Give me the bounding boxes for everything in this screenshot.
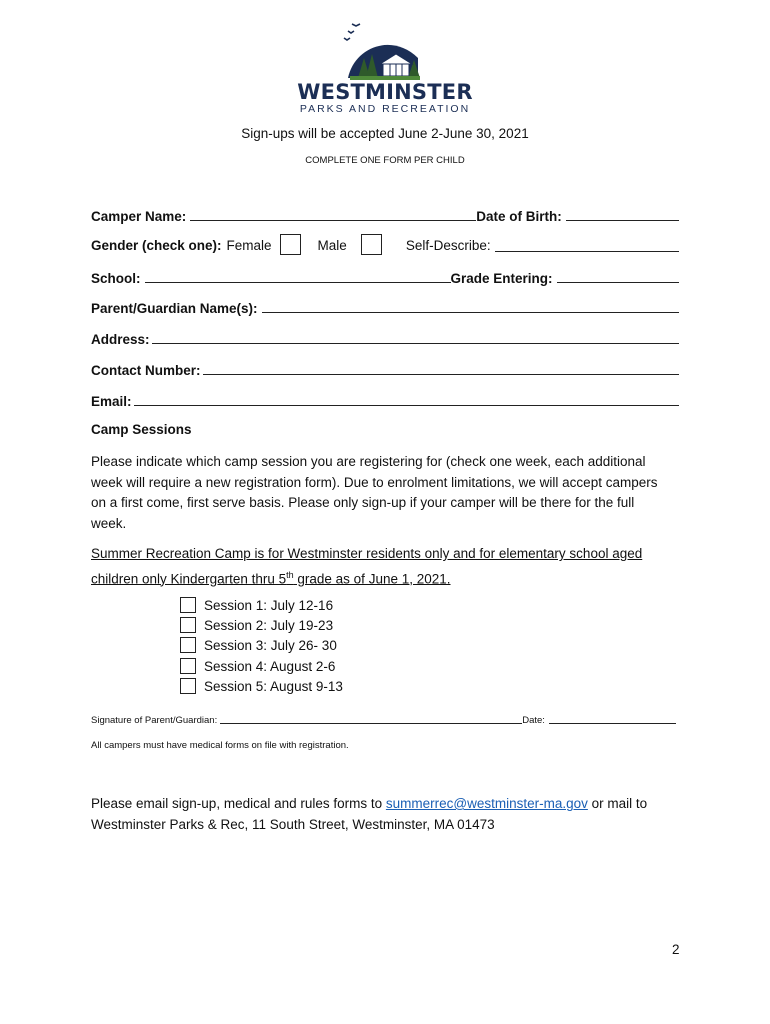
parent-row [91, 298, 679, 316]
session-label: Session 4: August 2-6 [204, 658, 336, 674]
page-number: 2 [672, 942, 680, 957]
one-form-instruction: COMPLETE ONE FORM PER CHILD [305, 155, 465, 166]
session-checkbox[interactable] [180, 678, 196, 694]
contact-number-field[interactable] [203, 373, 679, 375]
session-checkbox[interactable] [180, 637, 196, 653]
address-row [91, 329, 679, 347]
gender-row [91, 233, 679, 255]
session-label: Session 5: August 9-13 [204, 678, 343, 694]
residency-note [91, 544, 676, 590]
session-option-4[interactable] [180, 656, 335, 676]
logo-brand-name: WESTMINSTER [297, 80, 473, 104]
session-option-3[interactable] [180, 635, 337, 655]
date-of-birth-field[interactable] [566, 219, 679, 221]
camper-name-label: Camper Name: [91, 209, 187, 224]
male-checkbox[interactable] [361, 234, 382, 255]
session-option-5[interactable] [180, 676, 343, 696]
residency-line: Summer Recreation Camp is for Westminster residents only and for elementary school aged [91, 546, 643, 561]
signature-field[interactable] [220, 722, 522, 724]
session-checkbox[interactable] [180, 658, 196, 674]
school-field[interactable] [145, 281, 451, 283]
date-of-birth-label: Date of Birth: [476, 209, 562, 224]
signature-date-label: Date: [522, 715, 545, 726]
parent-guardian-label: Parent/Guardian Name(s): [91, 301, 258, 316]
school-label: School: [91, 271, 141, 286]
contact-line-1: Please email sign-up, medical and rules forms to summerrec@westminster-ma.gov or mail to [91, 796, 648, 811]
contact-number-label: Contact Number: [91, 363, 201, 378]
email-label: Email: [91, 394, 132, 409]
grade-entering-field[interactable] [557, 281, 679, 283]
self-describe-field[interactable] [495, 250, 679, 252]
residency-line: children only Kindergarten thru 5th grade as of June 1, 2021. [91, 569, 451, 586]
signature-label: Signature of Parent/Guardian: [91, 715, 218, 726]
session-option-1[interactable] [180, 595, 333, 615]
camper-name-field[interactable] [190, 219, 476, 221]
instructions-line: week. [91, 515, 127, 531]
instructions-line: on a first come, first serve basis. Please only sign-up if your camper will be there for the full [91, 495, 635, 510]
logo-brand-subtitle: PARKS AND RECREATION [299, 103, 471, 115]
camper-name-row [91, 206, 679, 224]
session-checkbox[interactable] [180, 617, 196, 633]
grade-entering-label: Grade Entering: [450, 271, 553, 286]
parent-guardian-field[interactable] [262, 311, 679, 313]
signature-row [91, 712, 676, 726]
contact-row [91, 360, 679, 378]
camp-sessions-heading: Camp Sessions [91, 422, 192, 437]
female-checkbox[interactable] [280, 234, 301, 255]
address-field[interactable] [152, 342, 679, 344]
session-checkbox[interactable] [180, 597, 196, 613]
address-label: Address: [91, 332, 150, 347]
male-label: Male [317, 238, 347, 253]
email-row [91, 391, 679, 409]
self-describe-label: Self-Describe: [405, 238, 491, 253]
instructions-line: week will require a new registration form). Due to enrolment limitations, we will accept campers [91, 474, 658, 490]
email-field[interactable] [134, 404, 679, 406]
session-option-2[interactable] [180, 615, 333, 635]
contact-line-2: Westminster Parks & Rec, 11 South Street, Westminster, MA 01473 [91, 816, 495, 832]
school-row [91, 268, 679, 286]
signature-date-field[interactable] [549, 722, 676, 724]
signup-dates: Sign-ups will be accepted June 2-June 30, 2021 [241, 126, 529, 141]
contact-info [91, 794, 676, 835]
session-label: Session 1: July 12-16 [204, 597, 334, 613]
sessions-instructions [91, 452, 676, 534]
email-link[interactable]: summerrec@westminster-ma.gov [385, 796, 588, 811]
session-label: Session 3: July 26- 30 [204, 637, 337, 653]
medical-forms-note: All campers must have medical forms on file with registration. [91, 740, 349, 751]
gender-label: Gender (check one): [91, 238, 222, 253]
instructions-line: Please indicate which camp session you are registering for (check one week, each additional [91, 454, 646, 469]
session-label: Session 2: July 19-23 [204, 617, 334, 633]
female-label: Female [226, 238, 272, 253]
